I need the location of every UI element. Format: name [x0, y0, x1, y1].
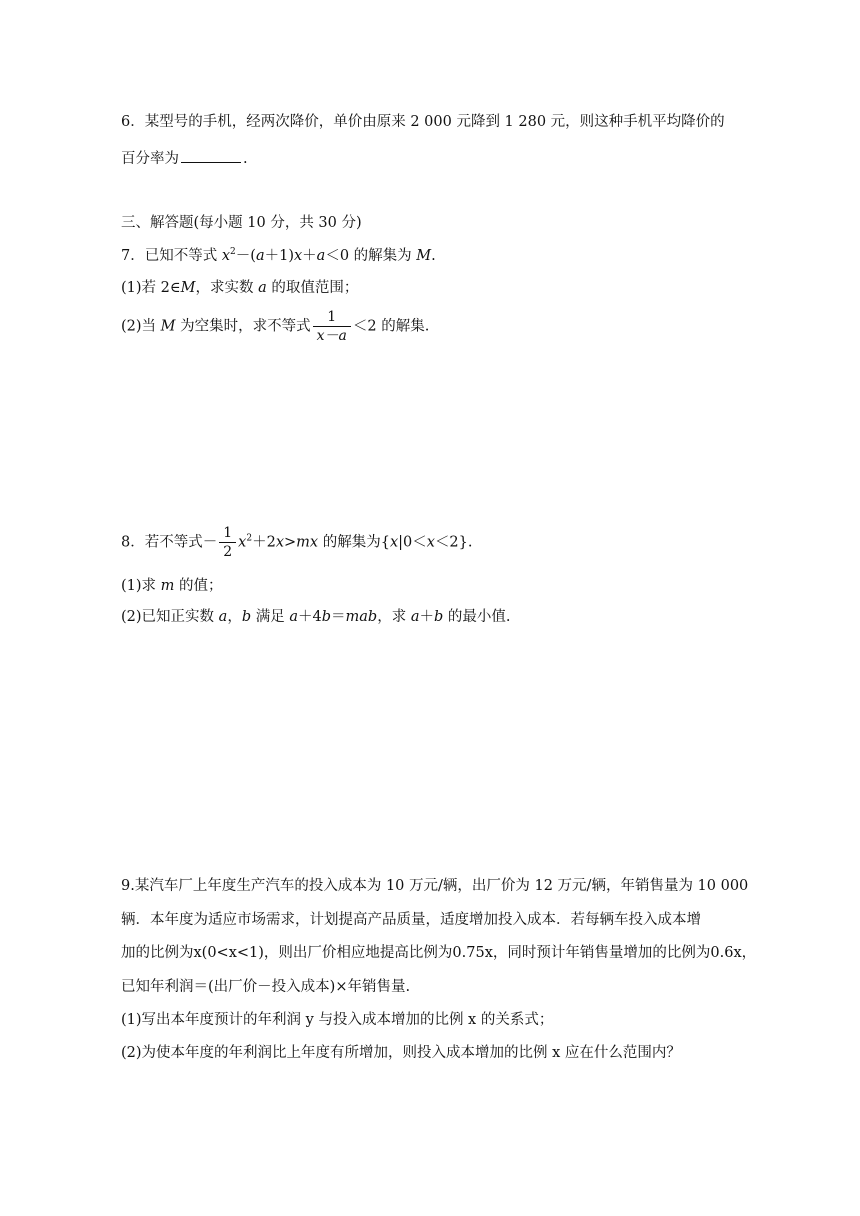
q7-p1-var: a: [258, 280, 267, 296]
q8-exp: 2: [246, 533, 253, 544]
q8-p2-part: ＝: [331, 609, 346, 625]
q8-p2-part: ，: [227, 609, 242, 625]
q9-part2: (2)为使本年度的年利润比上年度有所增加，则投入成本增加的比例 x 应在什么范围内？: [121, 1045, 681, 1061]
q8-p2-var: a: [289, 609, 298, 625]
q7-stem-var: M: [416, 248, 432, 264]
q7-stem-part: －(: [235, 248, 256, 264]
q7-part1: [121, 278, 358, 298]
q8-part1: [121, 576, 223, 596]
q8-p1-part: (1)求: [121, 578, 161, 594]
q8-part: >: [284, 534, 297, 551]
q8-var: x: [426, 534, 435, 551]
q7-fraction: [313, 308, 351, 345]
q7-p1-part: ，求实数: [195, 280, 259, 296]
q8-part: ＋2: [252, 534, 276, 551]
q8-p2-var: a: [218, 609, 228, 625]
q8-var: x: [275, 534, 284, 551]
section-title: 三、解答题(每小题 10 分，共 30 分): [121, 215, 362, 231]
q7-stem-var: x: [293, 248, 303, 264]
q9-part1: (1)写出本年度预计的年利润 y 与投入成本增加的比例 x 的关系式；: [121, 1012, 554, 1028]
q8-p2-part: ＋4: [297, 609, 322, 625]
q7-stem-part: 7．已知不等式: [121, 248, 222, 264]
q7-stem-part: ＋: [302, 248, 317, 264]
q7-stem-part: ＜0 的解集为: [325, 248, 417, 264]
q8-part: |0＜: [398, 534, 427, 551]
q7-stem-var: a: [255, 248, 265, 264]
q7-stem-part: ＋1): [264, 248, 294, 264]
answer-blank: [181, 148, 241, 163]
q8-p2-part: ，求: [377, 609, 411, 625]
q8-p2-var: mab: [345, 609, 378, 625]
q8-var: x: [389, 534, 399, 551]
q9-line3: 加的比例为x(0<x<1)，则出厂价相应地提高比例为0.75x，同时预计年销售量增加的比例为0.6x，: [121, 945, 757, 961]
q8-p2-part: ＋: [419, 609, 434, 625]
q7-p1-var: M: [180, 280, 196, 296]
q9-line2: 辆．本年度为适应市场需求，计划提高产品质量，适度增加投入成本．若每辆车投入成本增: [121, 912, 701, 928]
q8-fraction: [219, 524, 236, 561]
q6-line2: [121, 148, 248, 169]
q6-line2-suffix: .: [243, 151, 248, 167]
q7-stem-var: a: [316, 248, 326, 264]
q8-p1-var: m: [160, 578, 175, 594]
q8-p2-part: 的最小值.: [443, 609, 511, 625]
q7-stem: [121, 246, 436, 266]
q7-stem-part: .: [431, 248, 436, 264]
q7-p2-part: 为空集时，求不等式: [175, 318, 311, 335]
q8-part: ＜2}.: [434, 534, 473, 551]
q8-p2-var: a: [410, 609, 420, 625]
q7-p1-part: 的取值范围；: [266, 280, 359, 296]
q8-p2-var: b: [241, 609, 252, 625]
q7-part2: [121, 308, 429, 345]
fraction-numerator: 1: [223, 525, 233, 541]
q8-var: mx: [296, 534, 319, 551]
q8-p2-var: b: [433, 609, 444, 625]
fraction-numerator: 1: [327, 309, 337, 325]
q7-p2-part: (2)当: [121, 318, 161, 335]
q7-p2-suffix: ＜2 的解集.: [352, 318, 430, 335]
q6-line2-prefix: 百分率为: [121, 151, 179, 167]
q8-stem: [121, 524, 473, 561]
q7-stem-exp: 2: [230, 247, 236, 258]
fraction-denominator: 2: [219, 542, 236, 561]
q8-var: x: [238, 534, 247, 551]
q8-p2-part: 满足: [251, 609, 290, 625]
q7-p1-part: (1)若 2∈: [121, 280, 181, 296]
q8-p2-part: (2)已知正实数: [121, 609, 219, 625]
q8-p2-var: b: [321, 609, 332, 625]
q7-p2-var: M: [160, 318, 176, 335]
q8-stem-prefix: 8．若不等式－: [121, 534, 218, 551]
q7-stem-var: x: [221, 248, 231, 264]
q9-line4: 已知年利润＝(出厂价－投入成本)×年销售量.: [121, 979, 411, 995]
q9-line1: 9.某汽车厂上年度生产汽车的投入成本为 10 万元/辆，出厂价为 12 万元/辆，年销售量为 10 000: [121, 878, 749, 894]
q6-line1: 6．某型号的手机，经两次降价，单价由原来 2 000 元降到 1 280 元，则这种手机平均降价的: [121, 114, 725, 130]
q8-p1-part: 的值；: [174, 578, 223, 594]
q8-part2: [121, 607, 510, 627]
q8-part: 的解集为{: [318, 534, 390, 551]
fraction-denominator: x－a: [313, 326, 351, 345]
